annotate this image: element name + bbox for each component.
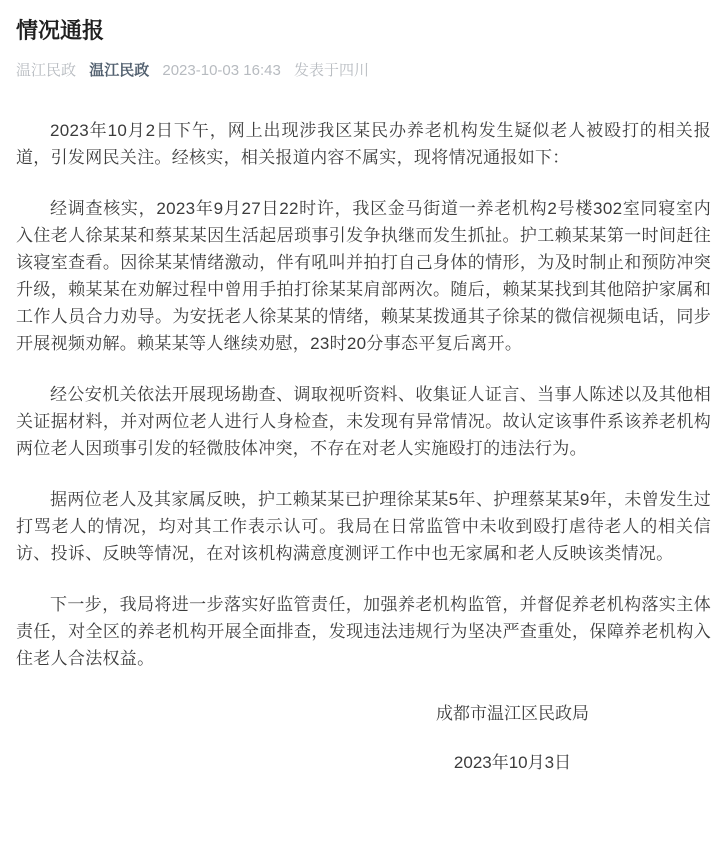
body-paragraph-2: 经调查核实，2023年9月27日22时许，我区金马街道一养老机构2号楼302室同寝室内入住老人徐某某和蔡某某因生活起居琐事引发争执继而发生抓扯。护工赖某某第一时间赶往该寝室查看。因徐某某情绪激动，伴有吼叫并拍打自己身体的情形，为及时制止和预防冲突升级，赖某某在劝解过程中曾用手拍打徐某某肩部两次。随后，赖某某找到其他陪护家属和工作人员合力劝导。为安抚老人徐某某的情绪，赖某某拨通其子徐某的微信视频电话，同步开展视频劝解。赖某某等人继续劝慰，23时20分事态平复后离开。 — [16, 198, 711, 353]
body-paragraph-1: 2023年10月2日下午，网上出现涉我区某民办养老机构发生疑似老人被殴打的相关报道，引发网民关注。经核实，相关报道内容不属实，现将情况通报如下： — [16, 120, 711, 167]
publish-date: 2023年10月3日 — [453, 752, 572, 772]
page-title: 情况通报 — [16, 18, 105, 43]
closing-block — [16, 700, 711, 776]
closing-inner — [436, 700, 589, 776]
publish-location: 发表于四川 — [293, 61, 369, 79]
body-paragraph-3: 经公安机关依法开展现场勘查、调取视听资料、收集证人证言、当事人陈述以及其他相关证据材料，并对两位老人进行人身检查，未发现有异常情况。故认定该事件系该养老机构两位老人因琐事引发的轻微肢体冲突，不存在对老人实施殴打的违法行为。 — [16, 384, 711, 458]
publish-timestamp: 2023-10-03 16:43 — [162, 61, 281, 79]
meta-bar — [16, 61, 711, 81]
body-paragraph-5: 下一步，我局将进一步落实好监管责任，加强养老机构监管，并督促养老机构落实主体责任，对全区的养老机构开展全面排查，发现违法违规行为坚决严查重处，保障养老机构入住老人合法权益。 — [16, 594, 711, 668]
signature: 成都市温江区民政局 — [436, 703, 589, 723]
article-body — [16, 117, 711, 672]
account-name-link[interactable]: 温江民政 — [89, 61, 150, 79]
author-byline: 温江民政 — [16, 61, 77, 79]
body-paragraph-4: 据两位老人及其家属反映，护工赖某某已护理徐某某5年、护理蔡某某9年，未曾发生过打骂老人的情况，均对其工作表示认可。我局在日常监管中未收到殴打虐待老人的相关信访、投诉、反映等情况，在对该机构满意度测评工作中也无家属和老人反映该类情况。 — [16, 489, 711, 563]
